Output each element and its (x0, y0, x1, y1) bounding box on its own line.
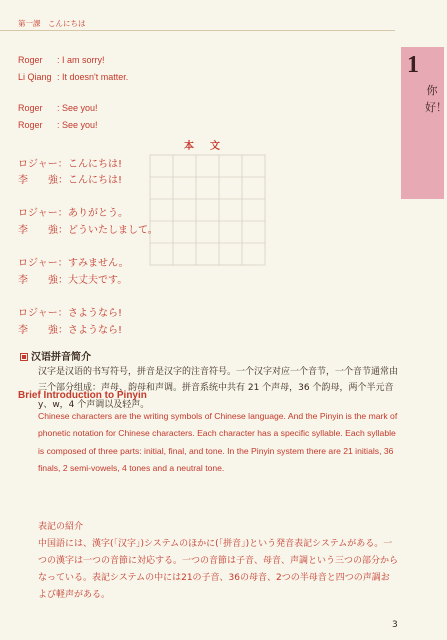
intro-jp-body: 中国語には、漢字(「汉字」)システムのほかに(「拼音」)という発音表記システムがある。一つの漢字は一つの音節に対応する。一つの音節は子音、母音、声調という三つの部分からなっている。表記システムの中には21の子音、36の母音、2つの半母音と四つの声調および軽声がある。 (38, 539, 399, 600)
dialogue-jp-line: 大丈夫です。 (68, 275, 128, 286)
chapter-number: 1 (407, 52, 419, 78)
dialogue-en-speaker: Roger (18, 120, 43, 130)
dialogue-en-line: : I am sorry! (57, 55, 105, 65)
header-rule (0, 30, 395, 31)
dialogue-jp-line: こんにちは! (68, 175, 123, 186)
dialogue-jp-speaker: ロジャー： (18, 208, 68, 219)
dialogue-jp-speaker: ロジャー： (18, 258, 68, 269)
text-section-title: 本 文 (184, 141, 223, 152)
dialogue-jp-line: さようなら! (68, 325, 123, 336)
intro-zh-title: 汉语拼音简介 (31, 352, 91, 363)
intro-zh-body: 汉字是汉语的书写符号，拼音是汉字的注音符号。一个汉字对应一个音节，一个音节通常由三个部分组成：声母、韵母和声调。拼音系统中共有 21 个声母，36 个韵母，两个半元音 y、w，4 个声调以及轻声。 (38, 367, 399, 410)
dialogue-en-line: : See you! (57, 103, 98, 113)
section-bullet-icon (20, 353, 28, 361)
bleed-through-grid (150, 155, 265, 265)
dialogue-jp-speaker: 李 強： (18, 225, 68, 236)
dialogue-jp-line: ありがとう。 (68, 208, 128, 219)
chapter-tab-title: 你好！ (425, 84, 447, 114)
intro-jp-title: 表記の紹介 (38, 522, 84, 532)
page-number: 3 (392, 620, 398, 630)
dialogue-en-line: : It doesn't matter. (57, 72, 129, 82)
intro-en-body: Chinese characters are the writing symbols of Chinese language. And the Pinyin is the mark of phonetic notation for Chinese characters. Each character has a specific syllable. Each syllable is composed of three parts: initial, final, and tone. In the Pinyin system there are 21 initials, 36 finals, 2 semi-vowels, 4 tones and a neutral tone. (38, 411, 398, 474)
dialogue-en-line: : See you! (57, 120, 98, 130)
dialogue-jp-line: どういたしまして。 (68, 225, 158, 236)
dialogue-jp-speaker: 李 強： (18, 175, 68, 186)
dialogue-en-speaker: Roger (18, 103, 43, 113)
dialogue-jp-line: さようなら! (68, 308, 123, 319)
dialogue-jp-speaker: 李 強： (18, 325, 68, 336)
dialogue-en-speaker: Li Qiang (18, 72, 52, 82)
dialogue-jp-line: すみません。 (68, 258, 129, 269)
dialogue-jp-line: こんにちは! (68, 159, 123, 170)
dialogue-en-speaker: Roger (18, 55, 43, 65)
dialogue-jp-speaker: ロジャー： (18, 308, 68, 319)
intro-en-title: Brief Introduction to Pinyin (18, 390, 147, 401)
dialogue-jp-speaker: ロジャー： (18, 159, 68, 170)
running-header: 第一課 こんにちは (18, 19, 86, 28)
dialogue-jp-speaker: 李 強： (18, 275, 68, 286)
